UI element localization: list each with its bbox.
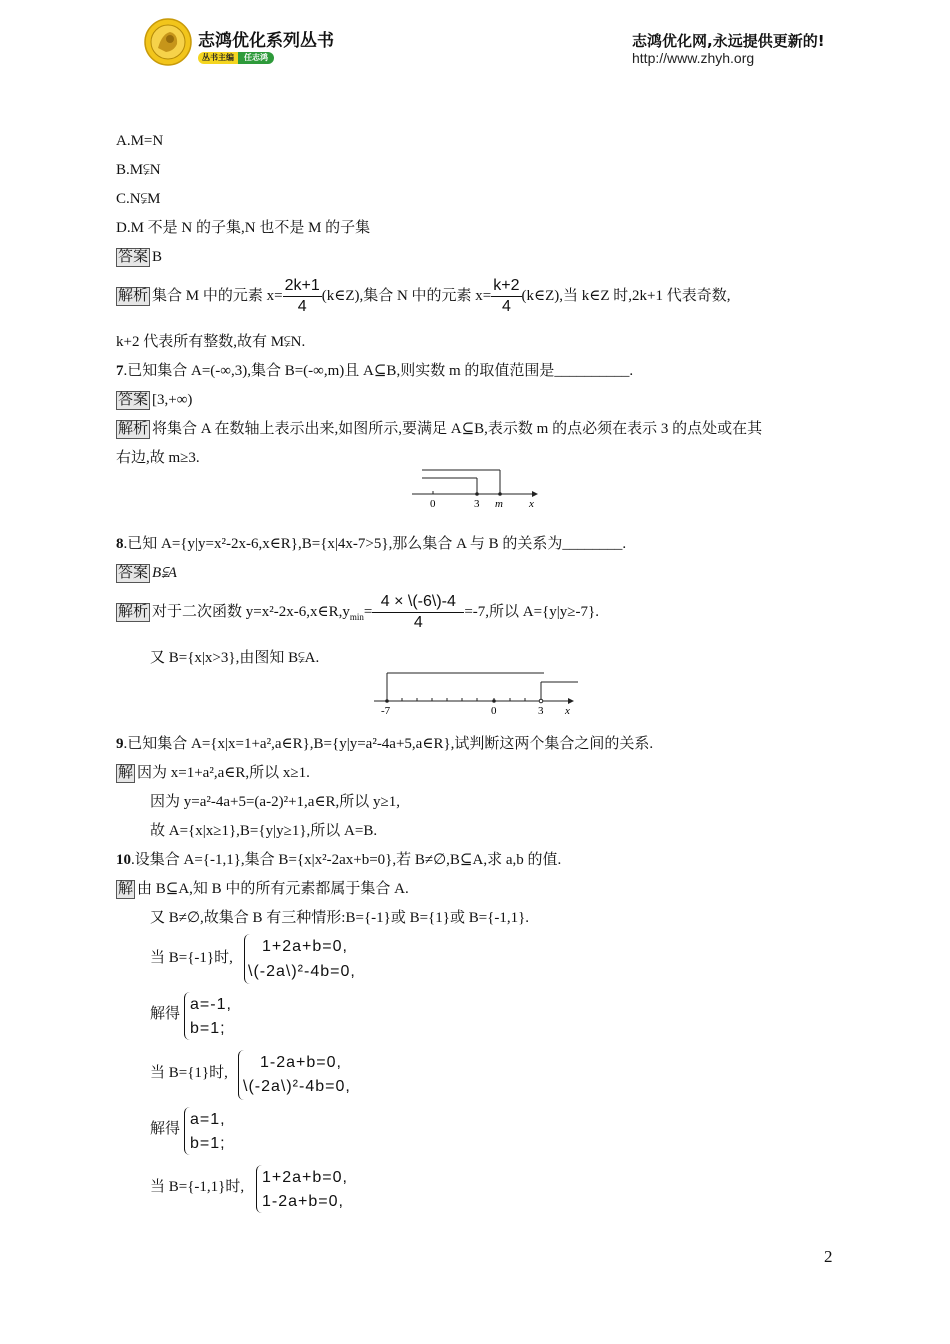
q10-case3-eq2: 1-2a+b=0, <box>262 1193 344 1210</box>
solution-tag: 解 <box>118 881 134 897</box>
q10-case2-label: 当 B={1}时, <box>150 1065 228 1081</box>
q10-solve2-label: 解得 <box>150 1121 181 1137</box>
q6-answer-row <box>116 247 162 267</box>
q10-text: .设集合 A={-1,1},集合 B={x|x²-2ax+b=0},若 B≠∅,B⊆A,求 a,b 的值. <box>131 852 562 868</box>
q7-axis-arrow <box>532 491 538 497</box>
q9-sol-line2: 因为 y=a²-4a+5=(a-2)²+1,a∈R,所以 y≥1, <box>150 794 401 810</box>
q8-analysis-pre: 对于二次函数 y=x²-2x-6,x∈R,y <box>152 604 350 620</box>
q7-analysis-line2: 右边,故 m≥3. <box>116 450 200 466</box>
q7-answer: [3,+∞) <box>152 392 193 408</box>
q6-fraction-1 <box>283 276 322 317</box>
series-title: 志鸿优化系列丛书 <box>198 31 334 51</box>
q10-solution-row <box>116 879 409 899</box>
option-c: C.N⫋M <box>116 191 161 207</box>
q8-tick-neg7: -7 <box>381 705 391 717</box>
q8-number: 8 <box>116 536 124 552</box>
q7-question <box>116 361 633 381</box>
q9-solution-row <box>116 763 310 783</box>
q10-solve1-label: 解得 <box>150 1006 181 1022</box>
q6-frac1-num: 2k+1 <box>283 276 322 297</box>
q9-sol-line3: 故 A={x|x≥1},B={y|y≥1},所以 A=B. <box>150 823 378 839</box>
answer-tag: 答案 <box>118 565 149 581</box>
q6-analysis-line2: k+2 代表所有整数,故有 M⫋N. <box>116 334 306 350</box>
q8-frac-den: 4 <box>413 614 423 632</box>
q10-number: 10 <box>116 852 131 868</box>
q6-analysis-mid: (k∈Z),集合 N 中的元素 x= <box>321 288 492 304</box>
answer-tag: 答案 <box>118 249 149 265</box>
q7-tick-0: 0 <box>430 498 436 510</box>
q6-frac1-den: 4 <box>297 298 307 316</box>
q8-analysis-line2: 又 B={x|x>3},由图知 B⫋A. <box>150 650 320 666</box>
q9-number: 9 <box>116 736 124 752</box>
q10-case3-eq1: 1+2a+b=0, <box>262 1169 348 1186</box>
q7-tick-3: 3 <box>474 498 480 510</box>
q8-number-line-figure <box>372 668 582 718</box>
q7-number: 7 <box>116 363 124 379</box>
q8-answer: B⫋A <box>152 565 177 581</box>
q8-question <box>116 534 626 554</box>
q10-solve1-eq2: b=1; <box>190 1020 226 1037</box>
q7-analysis-line1: 将集合 A 在数轴上表示出来,如图所示,要满足 A⊆B,表示数 m 的点必须在表示 3 的点处或在其 <box>152 421 763 437</box>
q10-question <box>116 850 561 870</box>
option-a: A.M=N <box>116 133 164 149</box>
q8-text: .已知 A={y|y=x²-2x-6,x∈R},B={x|4x-7>5},那么集合 A 与 B 的关系为________. <box>123 536 627 552</box>
q10-solve2-eq2: b=1; <box>190 1135 226 1152</box>
q7-number-line-figure <box>410 466 545 512</box>
q8-fraction <box>372 592 464 633</box>
q9-sol-line1: 因为 x=1+a²,a∈R,所以 x≥1. <box>137 765 310 781</box>
q10-sol-line2: 又 B≠∅,故集合 B 有三种情形:B={-1}或 B={1}或 B={-1,1}. <box>150 910 530 926</box>
q6-frac2-den: 4 <box>501 298 511 316</box>
q8-frac-num: 4 × \(-6\)-4 <box>372 592 464 613</box>
q8-tick-3: 3 <box>538 705 544 717</box>
logo-seal-icon <box>144 18 192 66</box>
answer-tag: 答案 <box>118 392 149 408</box>
q8-analysis-row <box>116 592 599 633</box>
badge-left: 丛书主编 <box>198 52 238 64</box>
page-number: 2 <box>824 1247 833 1266</box>
q6-answer: B <box>152 249 163 265</box>
q8-answer-row <box>116 563 177 583</box>
q8-axis-arrow <box>568 698 574 704</box>
q10-case2-eq2: \(-2a\)²-4b=0, <box>243 1078 351 1095</box>
q6-fraction-2 <box>491 276 521 317</box>
q9-text: .已知集合 A={x|x=1+a²,a∈R},B={y|y=a²-4a+5,a∈R},试判断这两个集合之间的关系. <box>123 736 654 752</box>
q10-case3-label: 当 B={-1,1}时, <box>150 1179 245 1195</box>
analysis-tag: 解析 <box>118 288 149 304</box>
q8-axis-x: x <box>565 705 570 717</box>
q8-tick-0: 0 <box>491 705 497 717</box>
q10-solve1-eq1: a=-1, <box>190 996 232 1013</box>
q6-analysis-pre: 集合 M 中的元素 x= <box>152 288 283 304</box>
q9-question <box>116 734 653 754</box>
q10-case1-eq1: 1+2a+b=0, <box>262 938 348 955</box>
option-b: B.M⫋N <box>116 162 161 178</box>
slogan: 志鸿优化网,永远提供更新的! <box>632 32 825 50</box>
page-header <box>0 0 950 80</box>
q10-case2-eq1: 1-2a+b=0, <box>260 1054 342 1071</box>
q8-analysis-sub: min <box>349 612 364 622</box>
q7-tick-m: m <box>495 498 503 510</box>
q8-analysis-eq: = <box>363 604 373 620</box>
analysis-tag: 解析 <box>118 421 149 437</box>
badge-right: 任志鸿 <box>238 52 274 64</box>
q6-frac2-num: k+2 <box>491 276 521 297</box>
site-url[interactable]: http://www.zhyh.org <box>632 50 755 66</box>
solution-tag: 解 <box>118 765 134 781</box>
q10-case1-label: 当 B={-1}时, <box>150 950 233 966</box>
q10-sol-line1: 由 B⊆A,知 B 中的所有元素都属于集合 A. <box>137 881 409 897</box>
q10-solve2-eq1: a=1, <box>190 1111 226 1128</box>
q10-case1-eq2: \(-2a\)²-4b=0, <box>248 963 356 980</box>
option-d: D.M 不是 N 的子集,N 也不是 M 的子集 <box>116 220 371 236</box>
q7-axis-x: x <box>529 498 534 510</box>
analysis-tag: 解析 <box>118 604 149 620</box>
q7-analysis-row <box>116 419 762 439</box>
q7-answer-row <box>116 390 192 410</box>
q6-analysis-post: (k∈Z),当 k∈Z 时,2k+1 代表奇数, <box>521 288 731 304</box>
q8-analysis-post: =-7,所以 A={y|y≥-7}. <box>464 604 599 620</box>
editor-badge <box>198 48 274 60</box>
q7-text: .已知集合 A=(-∞,3),集合 B=(-∞,m)且 A⊆B,则实数 m 的取值范围是__________. <box>123 363 634 379</box>
q6-analysis-row <box>116 276 731 317</box>
